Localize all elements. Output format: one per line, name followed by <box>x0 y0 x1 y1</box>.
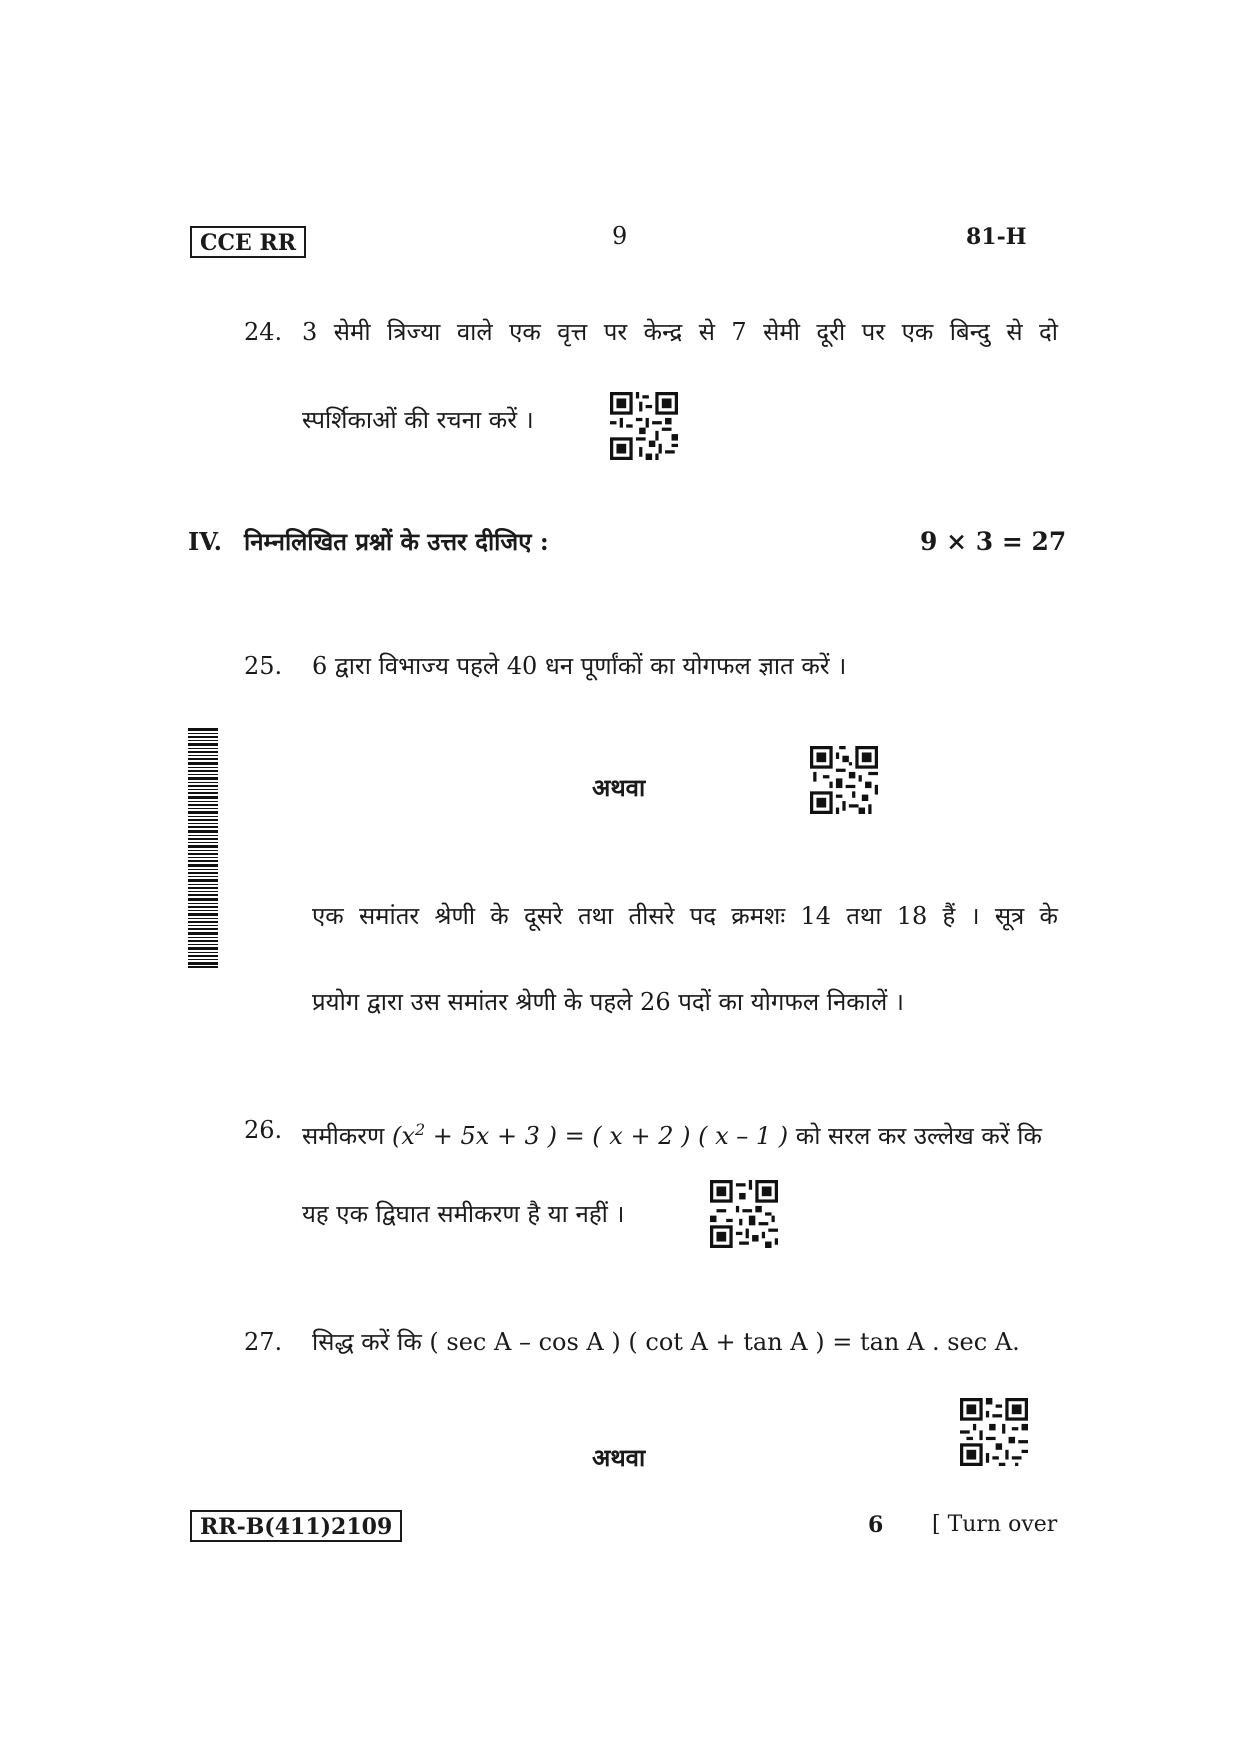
qr-code-q24 <box>610 392 678 460</box>
section-title: निम्नलिखित प्रश्नों के उत्तर दीजिए : <box>244 527 549 556</box>
q25-text: 6 द्वारा विभाज्य पहले 40 धन पूर्णांकों का योगफल ज्ञात करें । <box>312 652 847 680</box>
q25-alt-line2: प्रयोग द्वारा उस समांतर श्रेणी के पहले 26 पदों का योगफल निकालें । <box>312 988 904 1016</box>
q27-number: 27. <box>244 1328 283 1356</box>
q26-suffix: को सरल कर उल्लेख करें कि <box>795 1122 1042 1150</box>
paper-code-box <box>190 226 306 258</box>
barcode <box>188 728 218 968</box>
q25-alt-line1: एक समांतर श्रेणी के दूसरे तथा तीसरे पद क्रमशः 14 तथा 18 हैं । सूत्र के <box>312 902 1058 930</box>
q26-prefix: समीकरण <box>302 1122 385 1150</box>
q26-equation-part1: (x <box>392 1122 415 1150</box>
q27-line <box>312 1326 1020 1358</box>
q27-or: अथवा <box>592 1443 646 1472</box>
booklet-code: RR-B(411)2109 <box>200 1514 393 1540</box>
qr-code-q26 <box>710 1180 778 1248</box>
q25-number: 25. <box>244 652 283 680</box>
q24-number: 24. <box>244 318 283 346</box>
q26-equation-part2: + 5x + 3 ) = ( x + 2 ) ( x – 1 ) <box>425 1122 789 1150</box>
section-marks: 9 × 3 = 27 <box>920 527 1067 556</box>
paper-code: CCE RR <box>200 230 297 256</box>
turn-over-label: [ Turn over <box>932 1512 1058 1537</box>
q26-exponent: 2 <box>414 1120 426 1139</box>
q26-line2: यह एक द्विघात समीकरण है या नहीं । <box>302 1200 625 1228</box>
q27-equation: ( sec A – cos A ) ( cot A + tan A ) = tan A . sec A. <box>429 1328 1020 1356</box>
q24-line2: स्पर्शिकाओं की रचना करें । <box>302 406 534 434</box>
booklet-code-box <box>190 1510 402 1542</box>
q26-equation <box>392 1122 788 1150</box>
q26-number: 26. <box>244 1116 283 1144</box>
qr-code-q27 <box>960 1398 1028 1466</box>
page-count: 6 <box>868 1512 884 1538</box>
subject-code: 81-H <box>966 224 1027 250</box>
q26-line1 <box>302 1114 1058 1152</box>
section-number: IV. <box>188 527 223 556</box>
q25-or: अथवा <box>592 773 646 802</box>
q27-prefix: सिद्ध करें कि <box>312 1328 422 1356</box>
qr-code-q25 <box>810 746 878 814</box>
page-number: 9 <box>612 222 628 250</box>
q24-line1: 3 सेमी त्रिज्या वाले एक वृत्त पर केन्द्र से 7 सेमी दूरी पर एक बिन्दु से दो <box>302 318 1058 346</box>
